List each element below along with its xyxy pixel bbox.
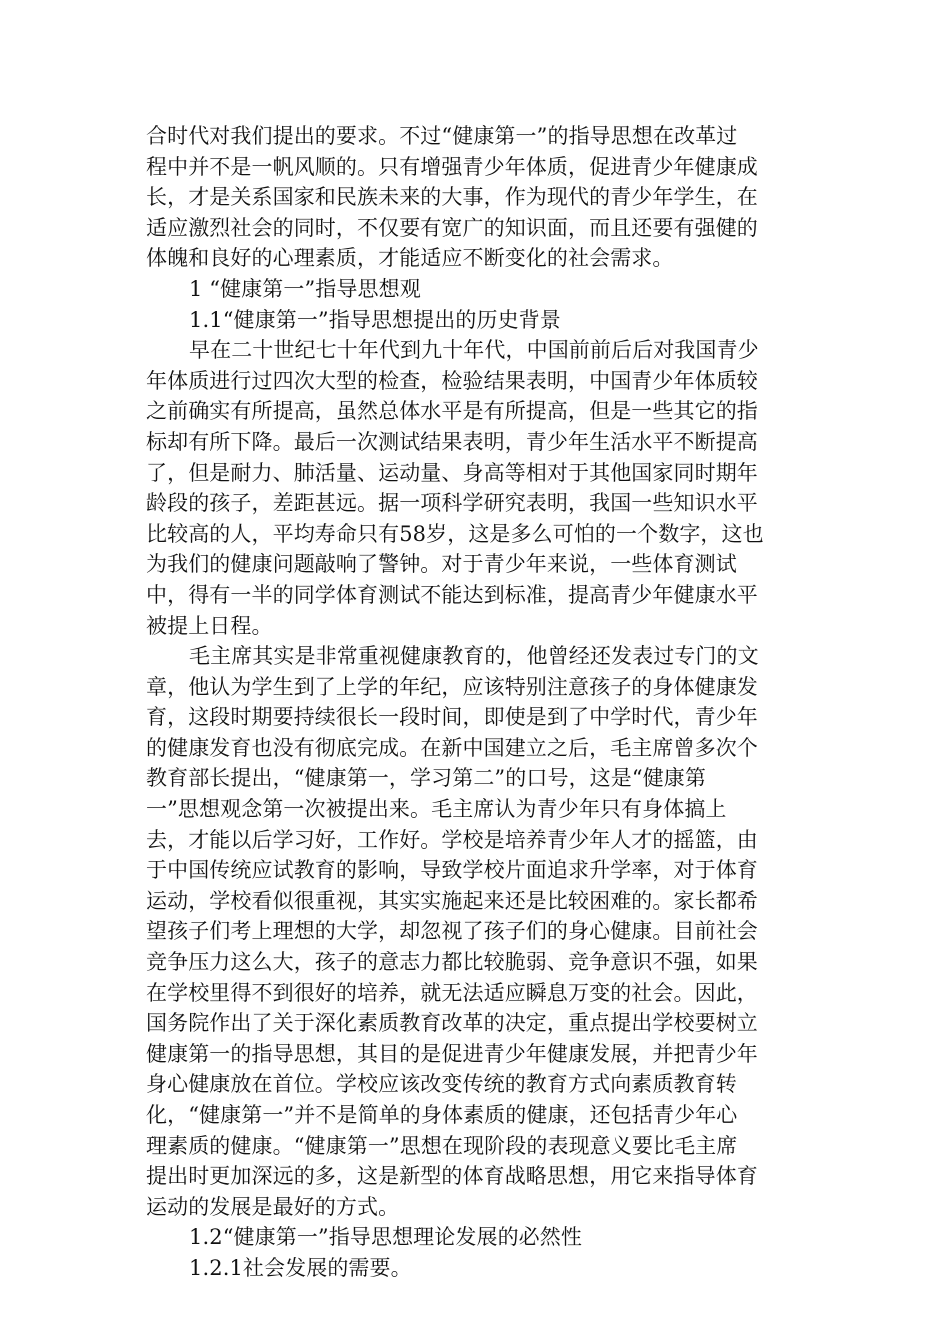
text-line: 章，他认为学生到了上学的年纪，应该特别注意孩子的身体健康发: [146, 674, 758, 699]
text-line: 国务院作出了关于深化素质教育改革的决定，重点提出学校要树立: [146, 1011, 758, 1036]
text-line: 比较高的人，平均寿命只有58岁，这是多么可怕的一个数字，这也: [146, 521, 764, 546]
text-line: 之前确实有所提高，虽然总体水平是有所提高，但是一些其它的指: [146, 399, 758, 424]
text-line: 运动，学校看似很重视，其实实施起来还是比较困难的。家长都希: [146, 888, 758, 913]
text-line: 1.2“健康第一”指导思想理论发展的必然性: [189, 1225, 582, 1250]
text-line: 提出时更加深远的多，这是新型的体育战略思想，用它来指导体育: [146, 1164, 758, 1189]
text-line: 化，“健康第一”并不是简单的身体素质的健康，还包括青少年心: [146, 1103, 738, 1127]
document-body: [146, 121, 806, 1284]
text-line: 了，但是耐力、肺活量、运动量、身高等相对于其他国家同时期年: [146, 460, 758, 485]
text-line: 龄段的孩子，差距甚远。据一项科学研究表明，我国一些知识水平: [146, 491, 758, 516]
text-line: 1.1“健康第一”指导思想提出的历史背景: [189, 307, 561, 332]
text-line: 健康第一的指导思想，其目的是促进青少年健康发展，并把青少年: [146, 1041, 758, 1066]
text-line: 毛主席其实是非常重视健康教育的，他曾经还发表过专门的文: [189, 644, 759, 669]
text-line: 标却有所下降。最后一次测试结果表明，青少年生活水平不断提高: [146, 429, 758, 454]
text-line: 一”思想观念第一次被提出来。毛主席认为青少年只有身体搞上: [146, 797, 727, 822]
text-line: 理素质的健康。“健康第一”思想在现阶段的表现意义要比毛主席: [146, 1133, 738, 1158]
text-line: 长，才是关系国家和民族未来的大事，作为现代的青少年学生，在: [146, 185, 758, 210]
text-line: 中，得有一半的同学体育测试不能达到标准，提高青少年健康水平: [146, 582, 758, 607]
text-line: 被提上日程。: [146, 613, 273, 638]
text-line: 的健康发育也没有彻底完成。在新中国建立之后，毛主席曾多次个: [146, 735, 758, 760]
text-line: 为我们的健康问题敲响了警钟。对于青少年来说，一些体育测试: [146, 552, 737, 577]
text-line: 教育部长提出，“健康第一，学习第二”的口号，这是“健康第: [146, 766, 707, 791]
text-line: 合时代对我们提出的要求。不过“健康第一”的指导思想在改革过: [146, 124, 738, 148]
text-line: 竞争压力这么大，孩子的意志力都比较脆弱、竞争意识不强，如果: [146, 950, 758, 975]
text-line: 望孩子们考上理想的大学，却忽视了孩子们的身心健康。目前社会: [146, 919, 758, 944]
text-line: 程中并不是一帆风顺的。只有增强青少年体质，促进青少年健康成: [146, 154, 758, 179]
text-line: 年体质进行过四次大型的检查，检验结果表明，中国青少年体质较: [146, 368, 758, 393]
text-line: 适应激烈社会的同时，不仅要有宽广的知识面，而且还要有强健的: [146, 215, 758, 240]
text-line: 于中国传统应试教育的影响，导致学校片面追求升学率，对于体育: [146, 858, 758, 883]
text-line: 1 “健康第一”指导思想观: [189, 276, 421, 301]
text-line: 在学校里得不到很好的培养，就无法适应瞬息万变的社会。因此，: [146, 980, 758, 1005]
text-line: 去，才能以后学习好，工作好。学校是培养青少年人才的摇篮，由: [146, 827, 758, 852]
text-line: 育，这段时期要持续很长一段时间，即使是到了中学时代，青少年: [146, 705, 758, 730]
text-line: 身心健康放在首位。学校应该改变传统的教育方式向素质教育转: [146, 1072, 737, 1097]
text-line: 早在二十世纪七十年代到九十年代，中国前前后后对我国青少: [189, 338, 759, 363]
text-line: 体魄和良好的心理素质，才能适应不断变化的社会需求。: [146, 246, 674, 271]
text-line: 运动的发展是最好的方式。: [146, 1194, 400, 1219]
text-line: 1.2.1社会发展的需要。: [189, 1255, 412, 1280]
